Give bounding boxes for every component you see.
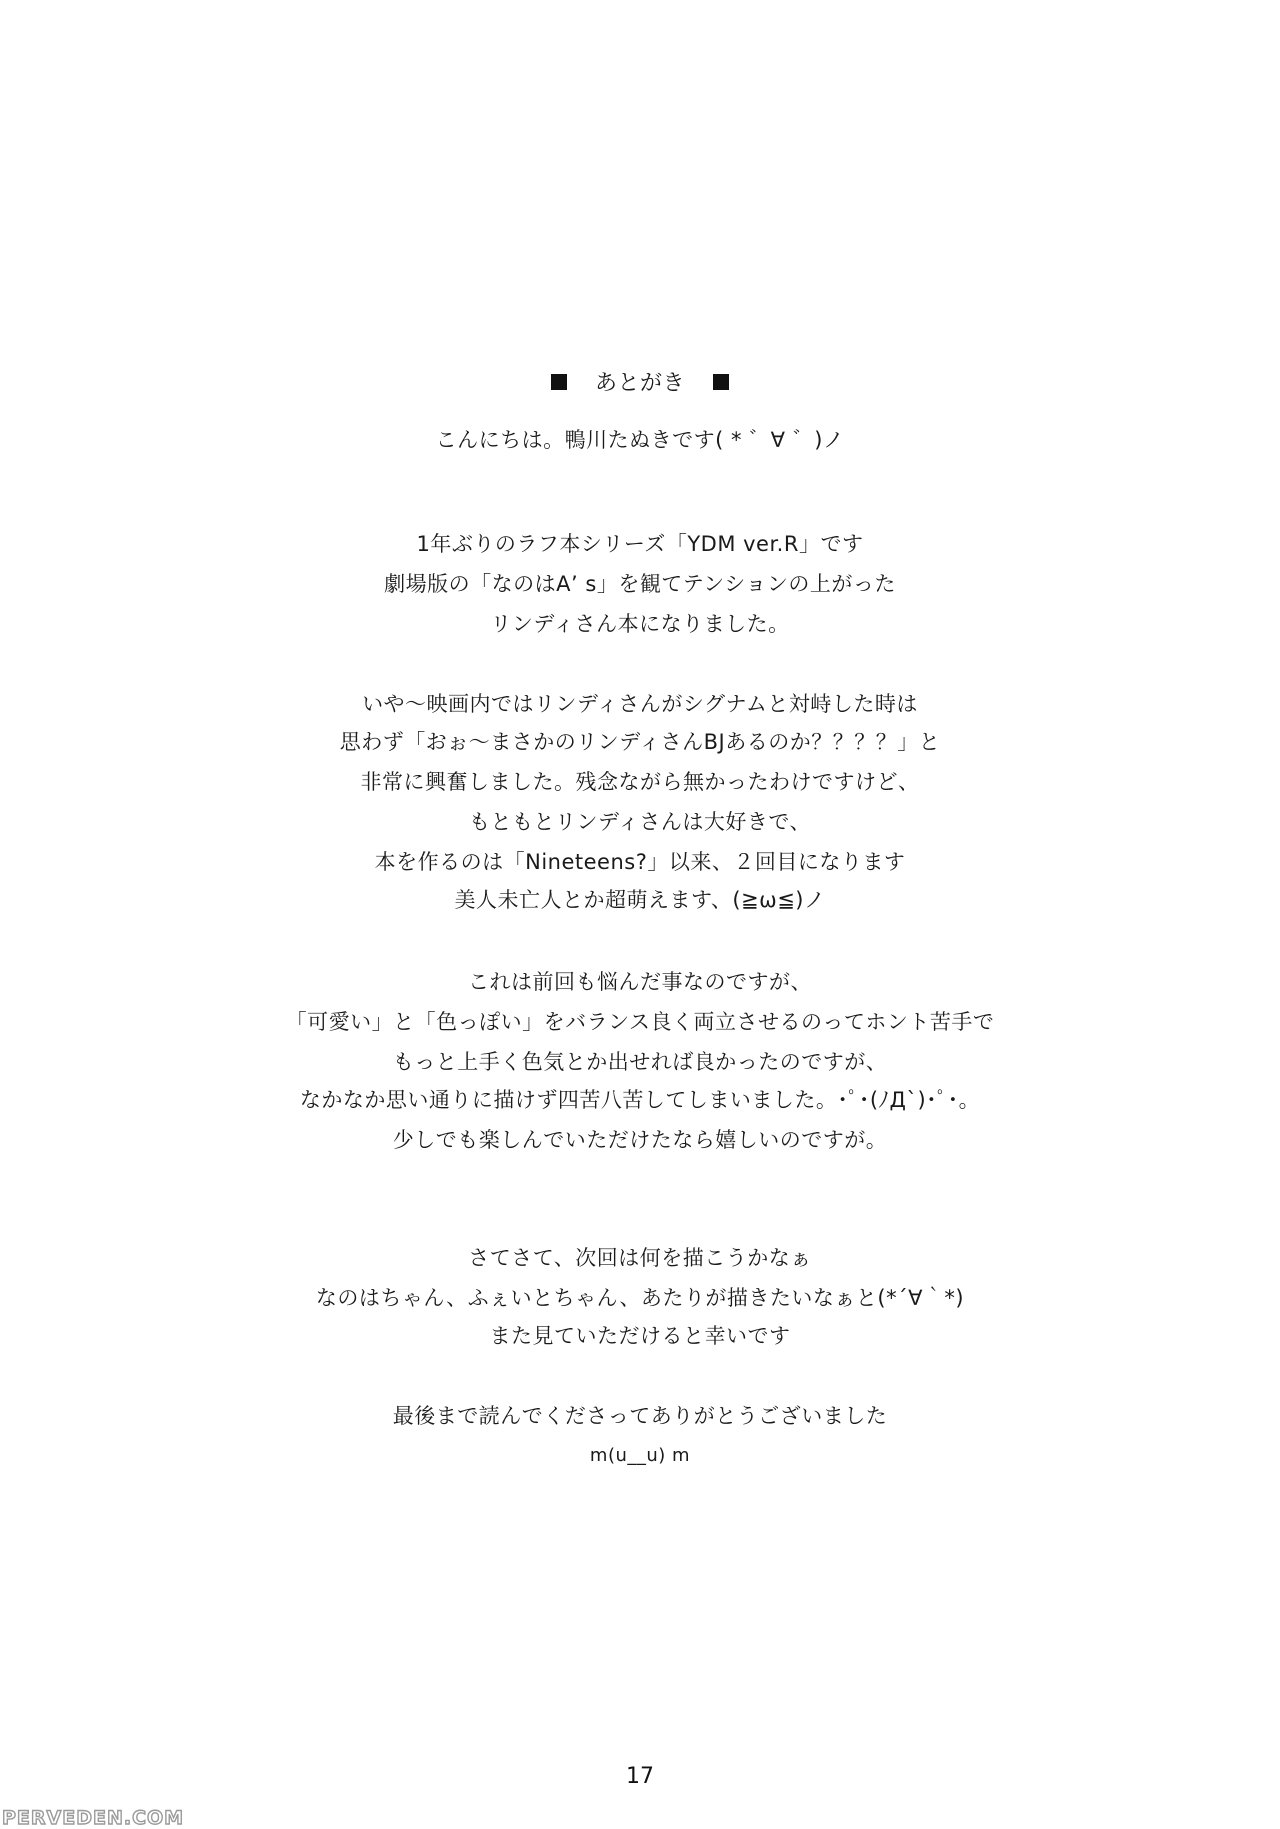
- text-line: これは前回も悩んだ事なのですが、: [468, 970, 812, 994]
- square-bullet-icon: [713, 374, 729, 390]
- text-line: 劇場版の「なのはA’ s」を観てテンションの上がった: [384, 572, 896, 596]
- greeting-line: こんにちは。鴨川たぬきです( * ゛∀ ゛)ノ: [435, 428, 845, 452]
- text-line: もともとリンディさんは大好きで、: [469, 810, 811, 834]
- text-line: 本を作るのは「Nineteens?」以来、２回目になります: [374, 850, 906, 874]
- text-line: なのはちゃん、ふぇいとちゃん、あたりが描きたいなぁと(*´∀｀*): [315, 1286, 965, 1310]
- square-bullet-icon: [551, 374, 567, 390]
- closing-emoticon: m(u__u) m: [589, 1445, 691, 1466]
- text-line: 1年ぶりのラフ本シリーズ「YDM ver.R」です: [416, 532, 864, 556]
- watermark-logo: PERVEDEN.COM: [2, 1807, 185, 1829]
- text-line: 「可愛い」と「色っぽい」をバランス良く両立させるのってホント苦手で: [285, 1010, 995, 1034]
- text-line: 思わず「おぉ～まさかのリンディさんBJあるのか？？？？」と: [339, 730, 941, 754]
- text-line: また見ていただけると幸いです: [489, 1324, 791, 1348]
- text-line: いや～映画内ではリンディさんがシグナムと対峙した時は: [362, 692, 918, 716]
- text-line: 少しでも楽しんでいただけたなら嬉しいのですが。: [392, 1128, 888, 1152]
- text-line: 美人未亡人とか超萌えます、(≧ω≦)ノ: [454, 888, 826, 912]
- page-number: 17: [626, 1764, 654, 1789]
- closing-line: 最後まで読んでくださってありがとうございました: [392, 1404, 888, 1428]
- text-line: リンディさん本になりました。: [490, 612, 790, 636]
- afterword-heading: [0, 370, 1280, 398]
- text-line: もっと上手く色気とか出せれば良かったのですが、: [392, 1050, 888, 1074]
- text-line: さてさて、次回は何を描こうかなぁ: [468, 1246, 812, 1270]
- afterword-title: あとがき: [594, 371, 685, 396]
- text-line: 非常に興奮しました。残念ながら無かったわけですけど、: [360, 770, 920, 794]
- text-line: なかなか思い通りに描けず四苦八苦してしまいました。･ﾟ･(ﾉД`)･ﾟ･。: [299, 1088, 981, 1112]
